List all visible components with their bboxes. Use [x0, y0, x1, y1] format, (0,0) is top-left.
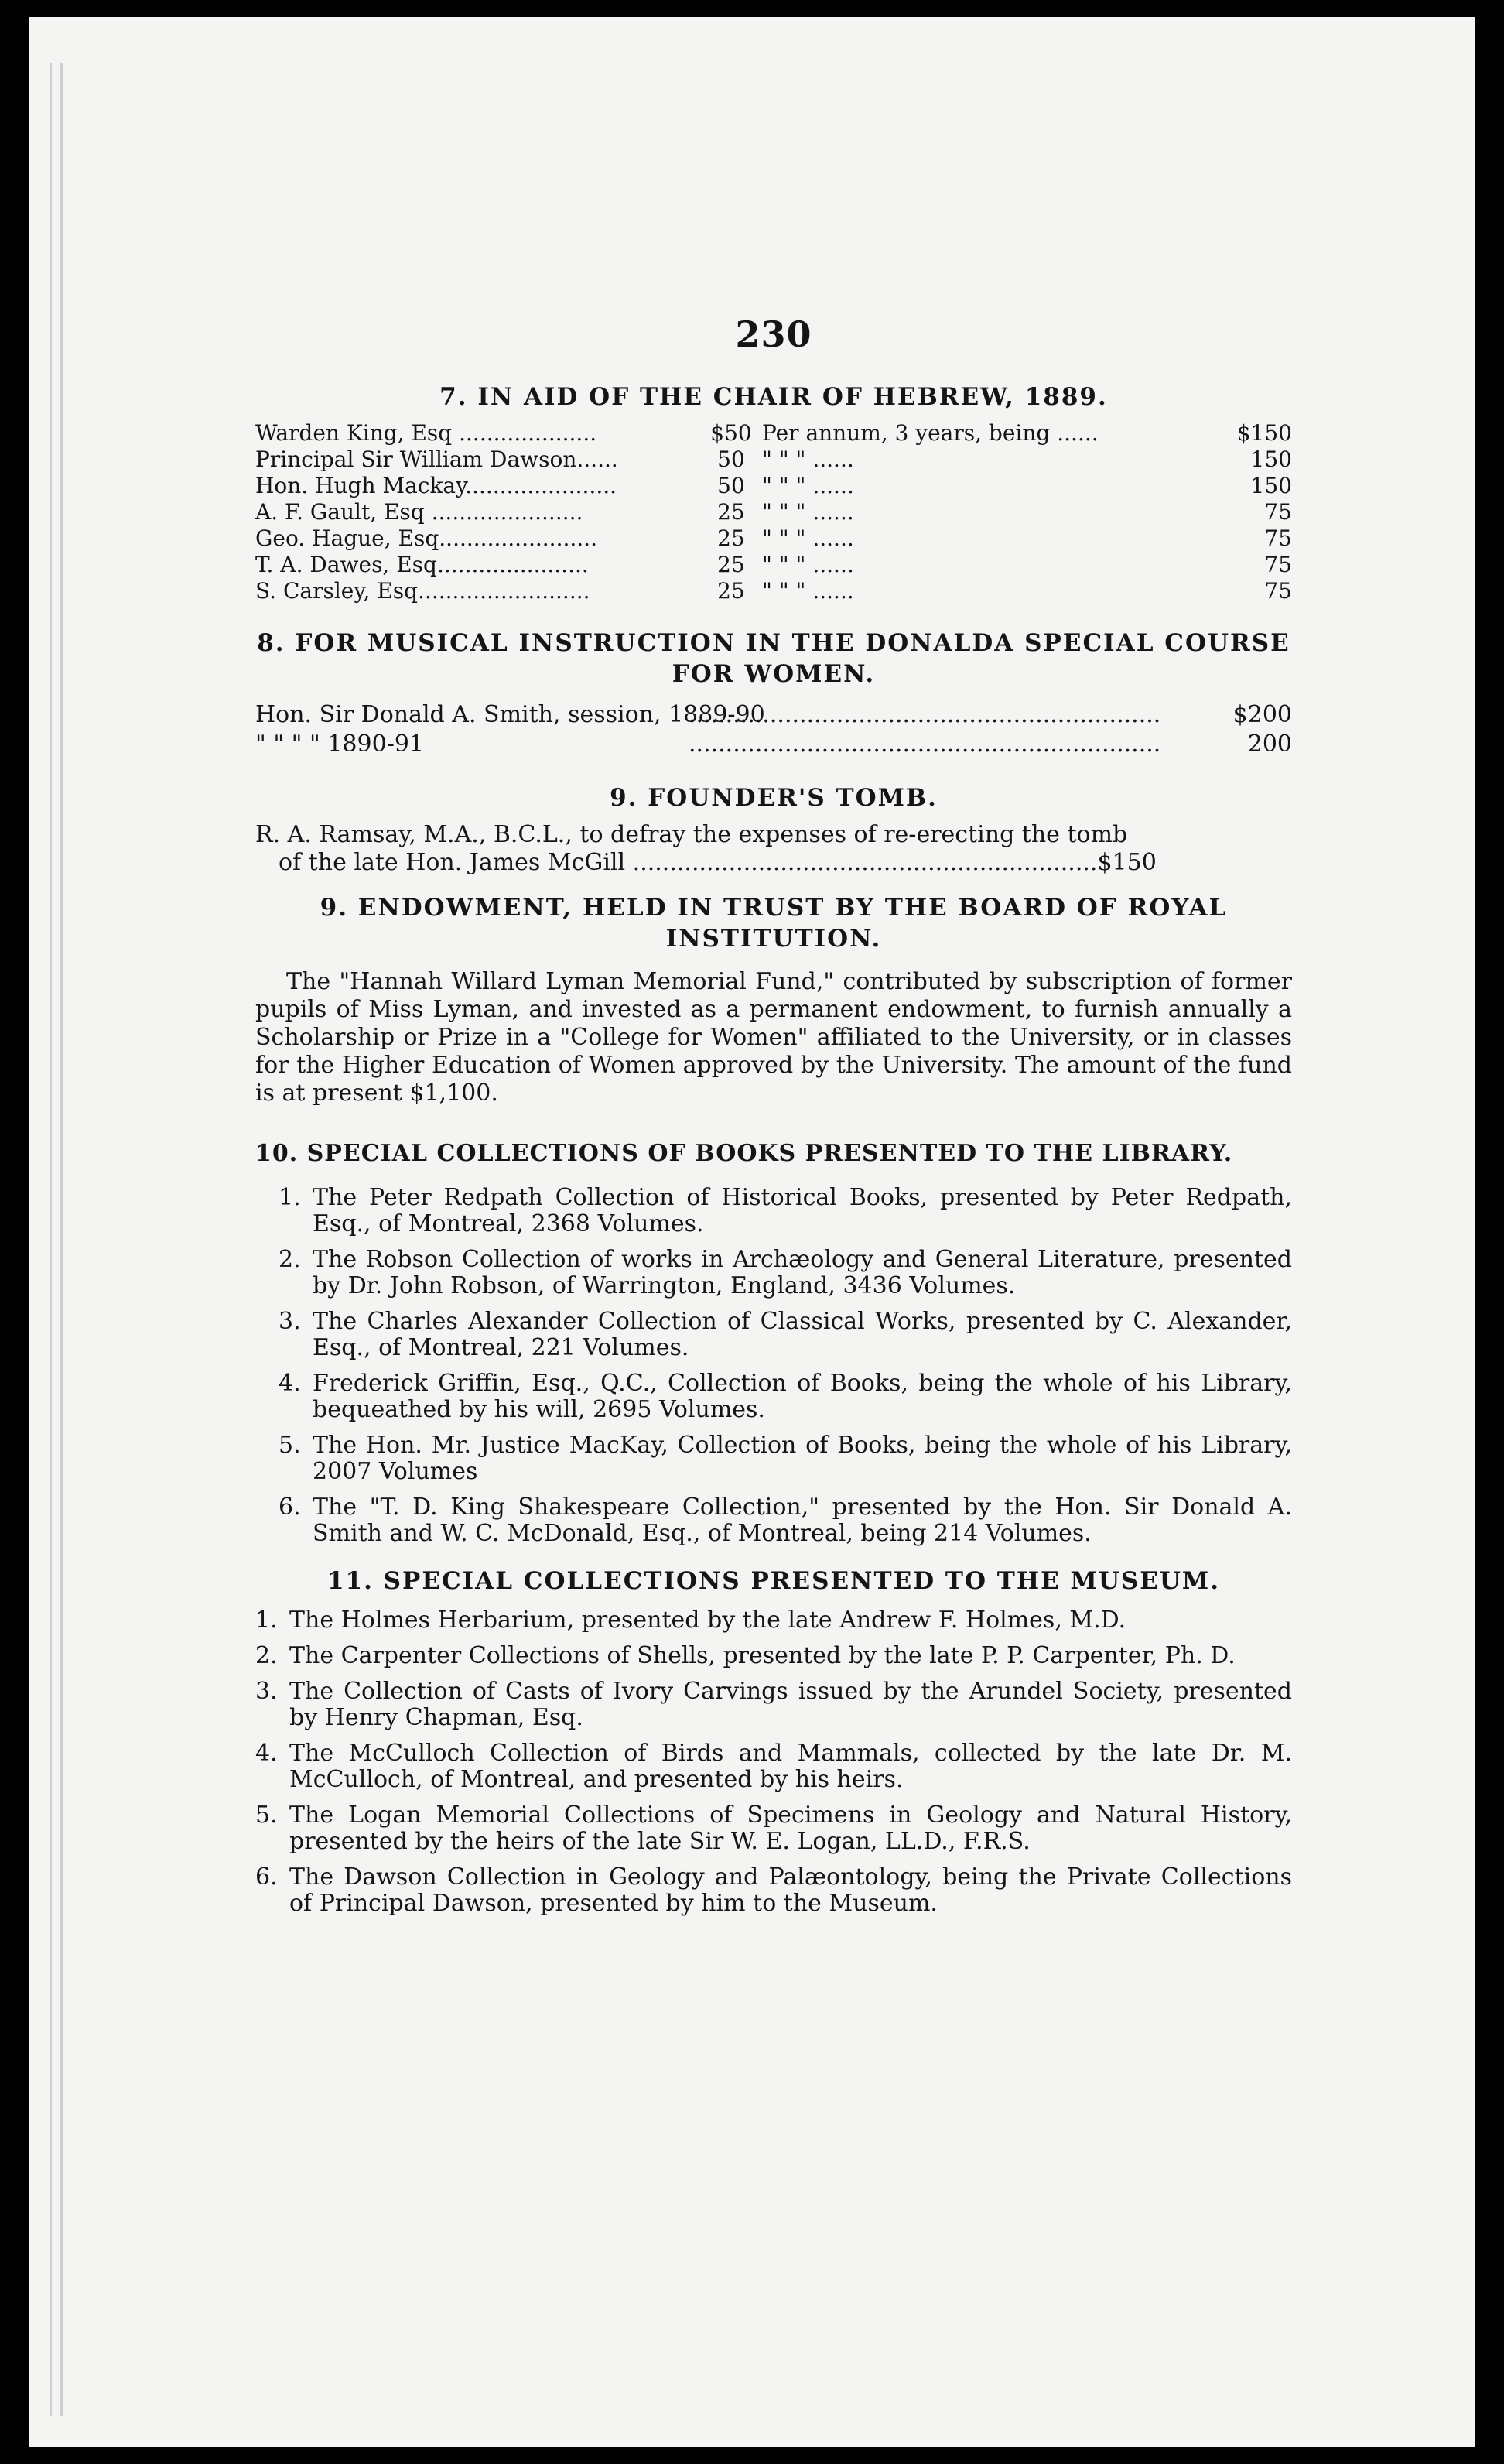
item-number: 6.	[255, 1863, 278, 1891]
total-amount: 75	[1264, 578, 1292, 604]
item-number: 4.	[279, 1370, 301, 1397]
list-item	[255, 1371, 1292, 1423]
donor-name: Hon. Hugh Mackay......................	[255, 473, 617, 498]
item-text: The Hon. Mr. Justice MacKay, Collection of Books, being the whole of his Library, 2007 Volumes	[313, 1432, 1292, 1485]
heading-line: 8. FOR MUSICAL INSTRUCTION IN THE DONALDA SPECIAL COURSE	[257, 629, 1290, 657]
page-content	[255, 313, 1292, 1926]
total-amount: 150	[1250, 447, 1292, 472]
hebrew-table	[255, 420, 1292, 604]
item-text: The Holmes Herbarium, presented by the late Andrew F. Holmes, M.D.	[289, 1607, 1126, 1634]
table-row	[255, 552, 1292, 578]
donor-name: S. Carsley, Esq.........................	[255, 578, 590, 604]
terms: " " " ......	[762, 552, 854, 577]
section-endowment-heading	[255, 892, 1292, 954]
item-text: The Carpenter Collections of Shells, presented by the late P. P. Carpenter, Ph. D.	[289, 1642, 1236, 1669]
annual-amount: 25	[717, 499, 745, 525]
list-item	[255, 1309, 1292, 1361]
terms: " " " ......	[762, 525, 854, 551]
section-tomb-heading: 9. FOUNDER'S TOMB.	[610, 784, 938, 812]
list-item	[255, 1607, 1292, 1634]
list-item	[255, 1432, 1292, 1485]
item-text: The Peter Redpath Collection of Historical Books, presented by Peter Redpath, Esq., of Montreal, 2368 Volumes.	[313, 1184, 1292, 1237]
heading-line: 9. ENDOWMENT, HELD IN TRUST BY THE BOARD OF ROYAL	[320, 894, 1228, 922]
table-row	[255, 730, 1292, 759]
table-row	[255, 473, 1292, 499]
total-amount: 150	[1250, 473, 1292, 498]
list-item	[255, 1247, 1292, 1299]
donor-name: A. F. Gault, Esq ......................	[255, 499, 583, 525]
page-number: 230	[735, 313, 812, 355]
table-row	[255, 420, 1292, 447]
item-text: The Charles Alexander Collection of Classical Works, presented by C. Alexander, Esq., of Montreal, 221 Volumes.	[313, 1308, 1292, 1361]
annual-amount: 25	[717, 525, 745, 551]
item-text: The Robson Collection of works in Archæology and General Literature, presented by Dr. John Robson, of Warrington, England, 3436 Volumes.	[313, 1246, 1292, 1299]
list-item	[255, 1802, 1292, 1855]
total-amount: 75	[1264, 525, 1292, 551]
total-amount: 75	[1264, 499, 1292, 525]
dot-leader: ................................................................	[689, 731, 1161, 758]
table-row	[255, 499, 1292, 525]
total-amount: 75	[1264, 552, 1292, 577]
item-text: Frederick Griffin, Esq., Q.C., Collection of Books, being the whole of his Library, bequeathed by his will, 2695 Volumes.	[313, 1370, 1292, 1423]
terms: Per annum, 3 years, being ......	[762, 420, 1099, 446]
terms: " " " ......	[762, 447, 854, 472]
item-text: The Logan Memorial Collections of Specimens in Geology and Natural History, presented by the heirs of the late Sir W. E. Logan, LL.D., F.R.S.	[289, 1802, 1292, 1855]
grant-amount: 200	[1247, 731, 1292, 758]
list-item	[255, 1643, 1292, 1669]
item-number: 1.	[279, 1184, 301, 1211]
terms: " " " ......	[762, 473, 854, 498]
item-number: 3.	[255, 1678, 278, 1705]
item-text: The Collection of Casts of Ivory Carvings issued by the Arundel Society, presented by Henry Chapman, Esq.	[289, 1678, 1292, 1731]
terms: " " " ......	[762, 578, 854, 604]
table-row	[255, 578, 1292, 604]
total-amount: $150	[1236, 420, 1292, 446]
annual-amount: 25	[717, 578, 745, 604]
endowment-paragraph: The "Hannah Willard Lyman Memorial Fund," contributed by subscription of former pupils of Miss Lyman, and invested as a permanent endowment, to furnish annually a Scholarship or Prize in a "College for Women" affiliated to the University, or in classes for the Higher Education of Women approved by the University. The amount of the fund is at present $1,100.	[255, 968, 1292, 1107]
item-number: 6.	[279, 1494, 301, 1521]
item-number: 4.	[255, 1740, 278, 1767]
item-number: 2.	[255, 1642, 278, 1669]
item-number: 1.	[255, 1607, 278, 1634]
item-number: 5.	[255, 1802, 278, 1829]
item-text: The "T. D. King Shakespeare Collection," presented by the Hon. Sir Donald A. Smith and W. C. McDonald, Esq., of Montreal, being 214 Volumes.	[313, 1494, 1292, 1547]
library-list	[255, 1185, 1292, 1547]
list-item	[255, 1740, 1292, 1793]
dot-leader: ................................................................	[689, 701, 1161, 728]
page-gutter-line	[50, 63, 52, 2416]
table-row	[255, 525, 1292, 552]
section-hebrew-heading: 7. IN AID OF THE CHAIR OF HEBREW, 1889.	[439, 383, 1108, 411]
annual-amount: 50	[717, 473, 745, 498]
table-row	[255, 447, 1292, 473]
list-item	[255, 1679, 1292, 1731]
item-number: 5.	[279, 1432, 301, 1459]
table-row	[255, 700, 1292, 730]
list-item	[255, 1185, 1292, 1237]
section-library-heading: 10. SPECIAL COLLECTIONS OF BOOKS PRESENTED TO THE LIBRARY.	[255, 1140, 1233, 1167]
annual-amount: $50	[710, 420, 752, 446]
terms: " " " ......	[762, 499, 854, 525]
tomb-line: of the late Hon. James McGill ...............................................................$150	[279, 849, 1157, 876]
heading-line: FOR WOMEN.	[672, 660, 876, 688]
item-text: The McCulloch Collection of Birds and Mammals, collected by the late Dr. M. McCulloch, of Montreal, and presented by his heirs.	[289, 1740, 1292, 1793]
annual-amount: 25	[717, 552, 745, 577]
donor-name: T. A. Dawes, Esq......................	[255, 552, 589, 577]
section-museum-heading: 11. SPECIAL COLLECTIONS PRESENTED TO THE MUSEUM.	[326, 1567, 1221, 1595]
item-number: 2.	[279, 1246, 301, 1273]
grant-label: Hon. Sir Donald A. Smith, session, 1889-90	[255, 701, 765, 728]
heading-line: INSTITUTION.	[665, 925, 882, 953]
grant-label: " " " " 1890-91	[255, 731, 424, 758]
item-text: The Dawson Collection in Geology and Palæontology, being the Private Collections of Principal Dawson, presented by him to the Museum.	[289, 1863, 1292, 1917]
annual-amount: 50	[717, 447, 745, 472]
donor-name: Warden King, Esq ....................	[255, 420, 597, 446]
donor-name: Geo. Hague, Esq.......................	[255, 525, 597, 551]
page-gutter-line	[60, 63, 63, 2416]
museum-list	[255, 1607, 1292, 1917]
list-item	[255, 1494, 1292, 1547]
item-number: 3.	[279, 1308, 301, 1335]
list-item	[255, 1864, 1292, 1917]
section-musical-heading	[255, 628, 1292, 690]
tomb-line: R. A. Ramsay, M.A., B.C.L., to defray the expenses of re-erecting the tomb	[255, 821, 1128, 848]
grant-amount: $200	[1232, 701, 1292, 728]
donor-name: Principal Sir William Dawson......	[255, 447, 618, 472]
